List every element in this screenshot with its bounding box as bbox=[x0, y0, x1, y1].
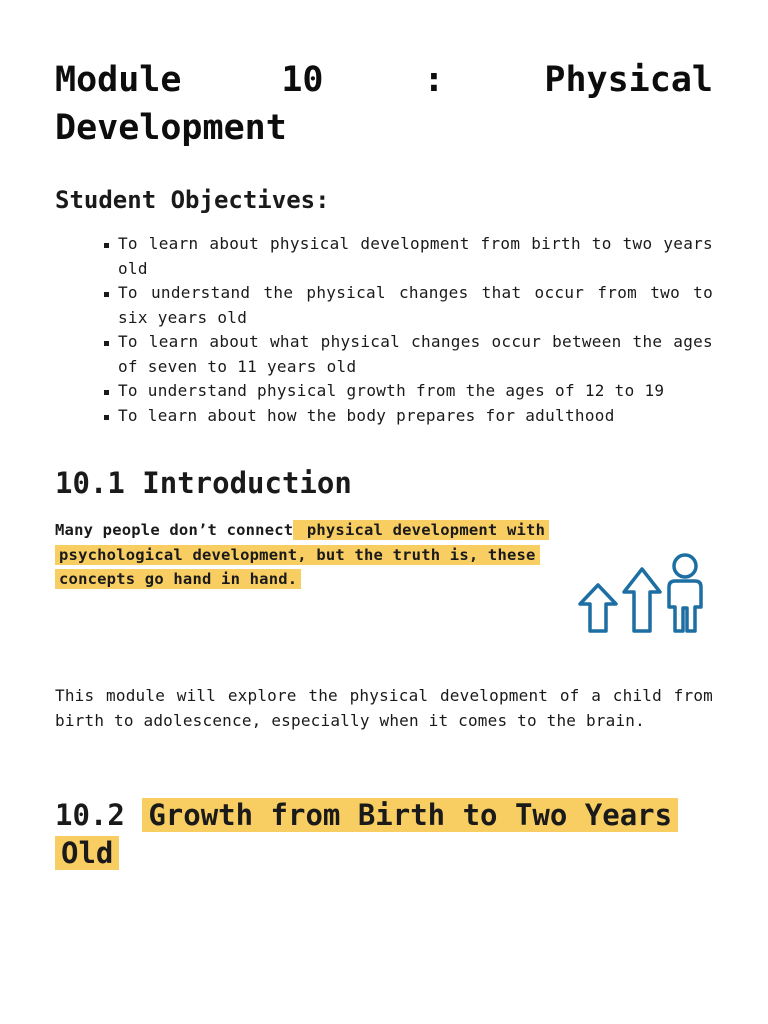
objective-item bbox=[104, 330, 713, 379]
objective-item bbox=[104, 281, 713, 330]
person-head-icon bbox=[674, 555, 696, 577]
intro-lead-highlight: physical development with psychological development, but the truth is, these concepts go hand in hand. bbox=[55, 520, 549, 589]
section-number: 10.2 bbox=[55, 798, 125, 832]
objective-text: To understand the physical changes that occur from two to six years old bbox=[118, 283, 713, 327]
objectives-list bbox=[104, 232, 713, 428]
objective-item bbox=[104, 379, 713, 404]
bullet-icon bbox=[104, 243, 109, 248]
section-heading-highlight: Growth from Birth to Two Years Old bbox=[55, 798, 678, 870]
objective-text: To learn about how the body prepares for adulthood bbox=[118, 405, 615, 425]
objective-text: To learn about physical development from birth to two years old bbox=[118, 234, 713, 278]
module-title bbox=[55, 56, 713, 152]
module-title-line2: Development bbox=[55, 108, 287, 148]
objective-text: To understand physical growth from the ages of 12 to 19 bbox=[118, 381, 665, 400]
objectives-heading: Student Objectives: bbox=[55, 186, 330, 214]
section-heading-introduction: 10.1 Introduction bbox=[55, 466, 352, 500]
title-word-number: 10 bbox=[281, 60, 324, 100]
person-body-icon bbox=[669, 581, 701, 631]
objective-item bbox=[104, 232, 713, 281]
title-word-module: Module bbox=[55, 60, 182, 100]
intro-lead-plain: Many people don’t connect bbox=[55, 521, 294, 539]
section-heading-growth bbox=[55, 796, 725, 872]
large-arrow-icon bbox=[624, 569, 660, 631]
title-word-colon: : bbox=[423, 60, 445, 100]
intro-body-paragraph: This module will explore the physical development of a child from birth to adolescence, especially when it comes to the brain. bbox=[55, 686, 713, 730]
module-title-line1 bbox=[55, 56, 713, 104]
bullet-icon bbox=[104, 292, 109, 297]
small-arrow-icon bbox=[580, 585, 616, 631]
intro-lead-paragraph bbox=[55, 518, 555, 592]
objective-text: To learn about what physical changes occur between the ages of seven to 11 years old bbox=[118, 332, 713, 376]
bullet-icon bbox=[104, 341, 109, 346]
title-word-physical: Physical bbox=[544, 60, 713, 100]
bullet-icon bbox=[104, 415, 109, 420]
growth-arrows-person-icon bbox=[576, 550, 706, 636]
bullet-icon bbox=[104, 390, 109, 395]
objective-item bbox=[104, 404, 713, 429]
